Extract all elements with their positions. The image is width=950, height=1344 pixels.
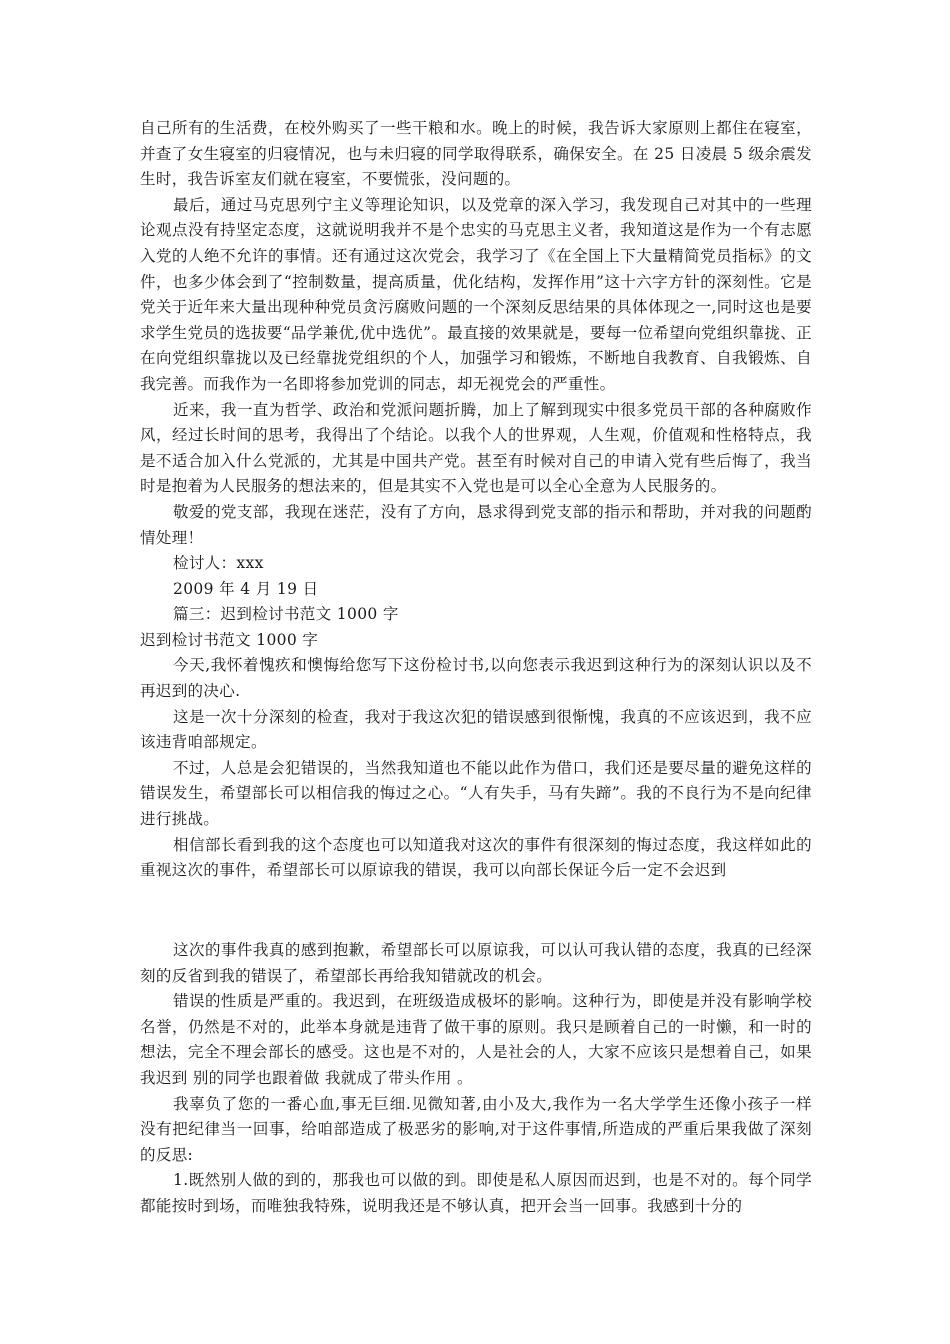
paragraph: 这次的事件我真的感到抱歉，希望部长可以原谅我，可以认可我认错的态度，我真的已经深刻的反省到我的错误了，希望部长再给我知错就改的机会。 — [140, 941, 812, 985]
paragraph: 自己所有的生活费，在校外购买了一些干粮和水。晚上的时候，我告诉大家原则上都住在寝室，并查了女生寝室的归寝情况，也与未归寝的同学取得联系，确保安全。在 25 日凌晨 5 级余震发生时，我告诉室友们就在寝室，不要慌张，没问题的。 — [140, 119, 812, 189]
paragraph: 检讨人：xxx — [173, 554, 264, 573]
paragraph: 今天,我怀着愧疚和懊悔给您写下这份检讨书,以向您表示我迟到这种行为的深刻认识以及不再迟到的决心. — [140, 656, 812, 701]
paragraph: 近来，我一直为哲学、政治和党派问题折腾，加上了解到现实中很多党员干部的各种腐败作风，经过长时间的思考，我得出了个结论。以我个人的世界观，人生观，价值观和性格特点，我是不适合加入什么党派的，尤其是中国共产党。甚至有时候对自己的申请入党有些后悔了，我当时是抱着为人民服务的想法来的，但是其实不入党也是可以全心全意为人民服务的。 — [140, 400, 812, 496]
paragraph: 不过，人总是会犯错误的，当然我知道也不能以此作为借口，我们还是要尽量的避免这样的错误发生，希望部长可以相信我的悔过之心。“人有失手，马有失蹄”。我的不良行为不是向纪律进行挑战。 — [140, 758, 812, 829]
paragraph: 这是一次十分深刻的检查，我对于我这次犯的错误感到很惭愧，我真的不应该迟到，我不应该违背咱部规定。 — [140, 707, 812, 752]
paragraph: 我辜负了您的一番心血,事无巨细.见微知著,由小及大,我作为一名大学学生还像小孩子一样没有把纪律当一回事，给咱部造成了极恶劣的影响,对于这件事情,所造成的严重后果我做了深刻的反思: — [140, 1094, 812, 1164]
paragraph: 1.既然别人做的到的，那我也可以做的到。即使是私人原因而迟到，也是不对的。每个同学都能按时到场，而唯独我特殊，说明我还是不够认真，把开会当一回事。我感到十分的 — [140, 1171, 812, 1215]
paragraph: 篇三：迟到检讨书范文 1000 字 — [173, 605, 399, 624]
paragraph: 2009 年 4 月 19 日 — [173, 579, 319, 598]
paragraph: 敬爱的党支部，我现在迷茫，没有了方向，恳求得到党支部的指示和帮助，并对我的问题酌情处理！ — [140, 502, 812, 547]
text-block-upper — [140, 116, 812, 884]
paragraph: 最后，通过马克思列宁主义等理论知识，以及党章的深入学习，我发现自己对其中的一些理论观点没有持坚定态度，这就说明我并不是个忠实的马克思主义者，我知道这是作为一个有志愿入党的人绝不允许的事情。还有通过这次党会，我学习了《在全国上下大量精简党员指标》的文件，也多少体会到了“控制数量，提高质量，优化结构，发挥作用”这十六字方针的深刻性。它是党关于近年来大量出现种种党员贪污腐败问题的一个深刻反思结果的具体体现之一,同时这也是要求学生党员的选拔要“品学兼优,优中选优”。最直接的效果就是，要每一位希望向党组织靠拢、正在向党组织靠拢以及已经靠拢党组织的个人，加强学习和锻炼，不断地自我教育、自我锻炼、自我完善。而我作为一名即将参加党训的同志，却无视党会的严重性。 — [140, 195, 812, 393]
paragraph: 迟到检讨书范文 1000 字 — [140, 630, 319, 649]
text-block-lower — [140, 938, 812, 1220]
paragraph: 错误的性质是严重的。我迟到，在班级造成极坏的影响。这种行为，即使是并没有影响学校名誉，仍然是不对的，此举本身就是违背了做干事的原则。我只是顾着自己的一时懒，和一时的想法，完全不理会部长的感受。这也是不对的，人是社会的人，大家不应该只是想着自己，如果我迟到 别的同学也跟着做 我就成了带头作用 。 — [140, 992, 812, 1087]
paragraph: 相信部长看到我的这个态度也可以知道我对这次的事件有很深刻的悔过态度，我这样如此的重视这次的事件，希望部长可以原谅我的错误，我可以向部长保证今后一定不会迟到 — [140, 835, 812, 880]
